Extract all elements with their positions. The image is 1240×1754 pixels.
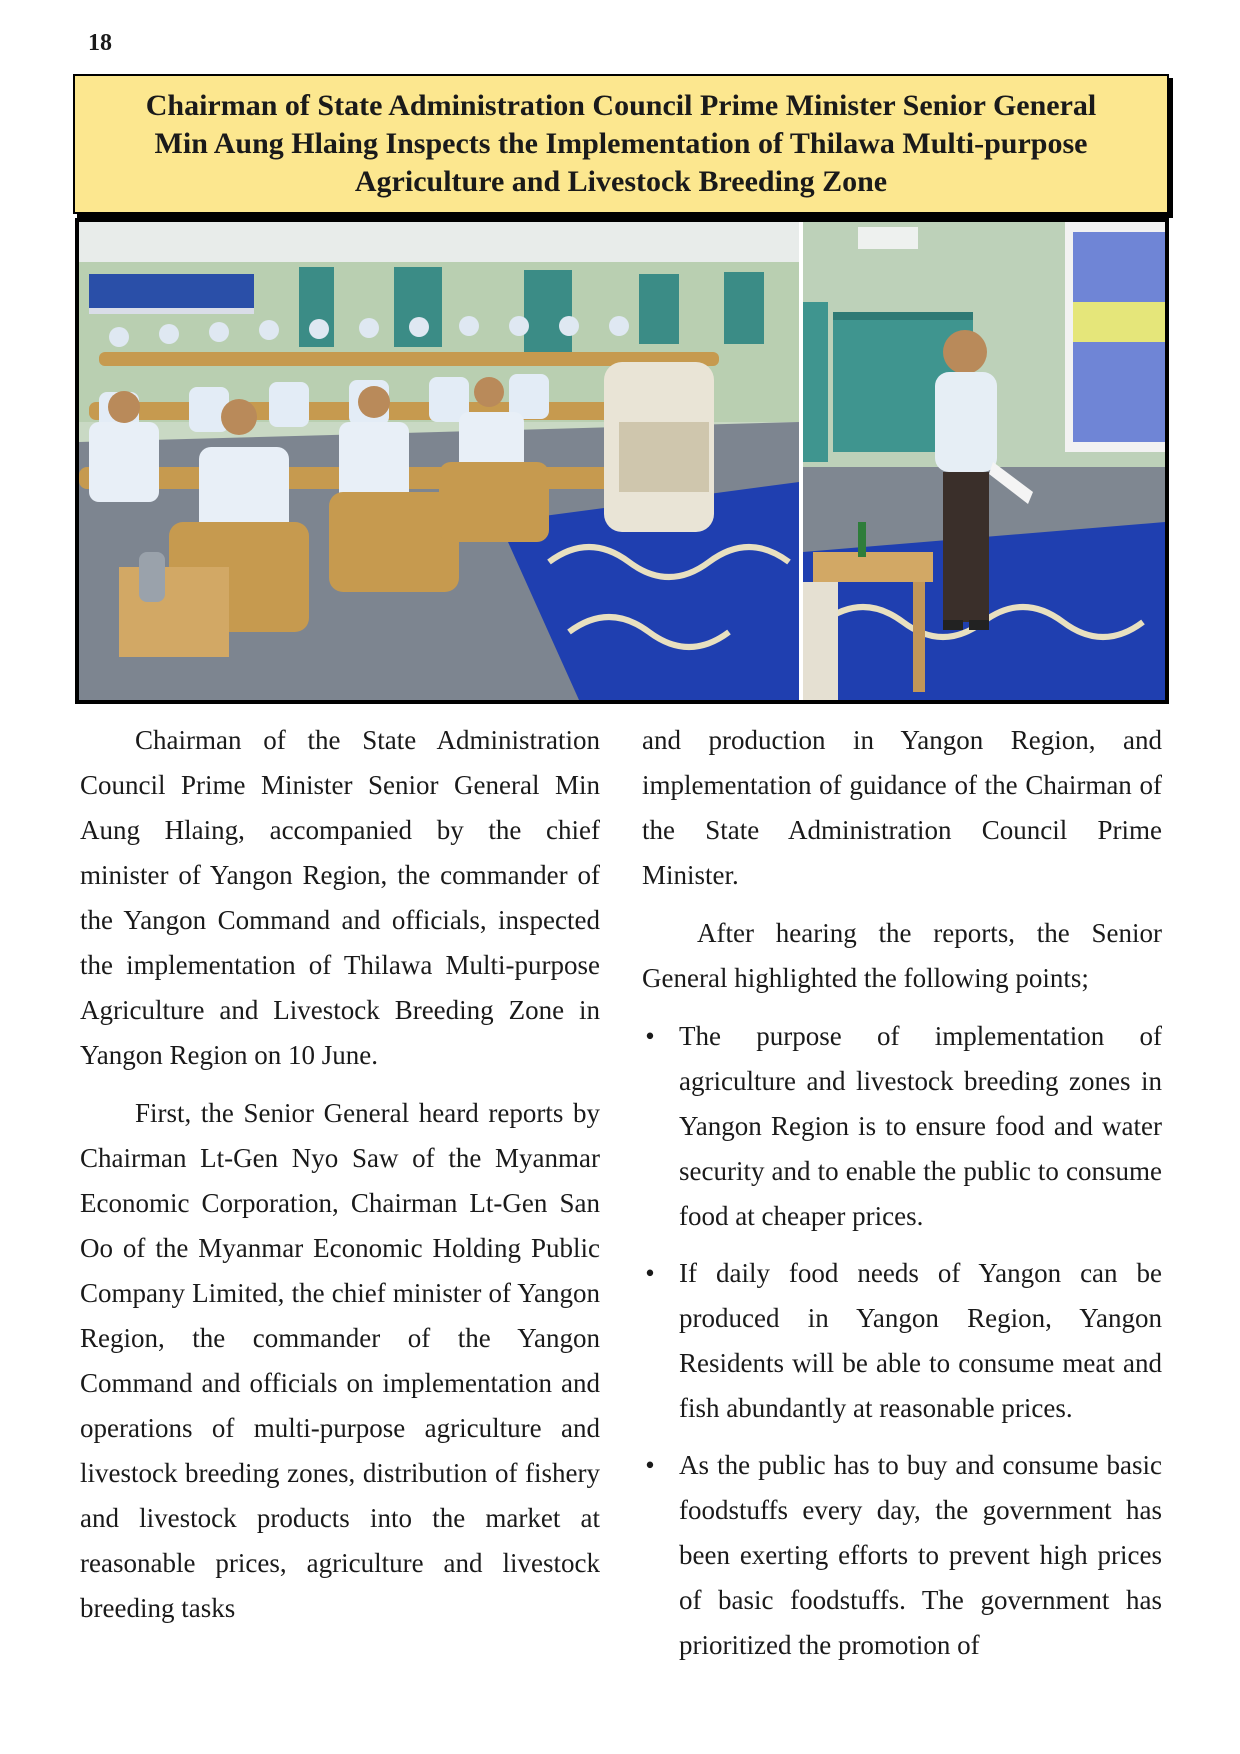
meeting-audience-photo <box>79 222 803 700</box>
title-line-1: Chairman of State Administration Council Prime Minister Senior General <box>145 89 1097 122</box>
list-item-text: If daily food needs of Yangon can be produced in Yangon Region, Yangon Residents will be able to consume meat and fish abundantly at reasonable prices. <box>679 1258 1162 1423</box>
paragraph-reports: First, the Senior General heard reports by Chairman Lt-Gen Nyo Saw of the Myanmar Economic Corporation, Chairman Lt-Gen San Oo of the Myanmar Economic Holding Public Company Limited, the chief minister of Yangon Region, the commander of the Yangon Command and officials on implementation and operations of multi-purpose agriculture and livestock breeding zones, distribution of fishery and livestock products into the market at reasonable prices, agriculture and livestock breeding tasks <box>80 1098 600 1623</box>
bullet-icon: • <box>645 1450 655 1480</box>
list-item <box>642 1251 1162 1431</box>
left-column <box>80 718 600 1644</box>
bullet-icon: • <box>645 1021 655 1051</box>
list-item-text: As the public has to buy and consume basic foodstuffs every day, the government has been exerting efforts to prevent high prices of basic foodstuffs. The government has prioritized the promotion of <box>679 1450 1162 1660</box>
page-number: 18 <box>88 30 112 56</box>
paragraph-points-intro: After hearing the reports, the Senior General highlighted the following points; <box>642 918 1162 993</box>
list-item <box>642 1443 1162 1668</box>
photo-frame <box>75 218 1169 704</box>
speaker-photo <box>803 222 1165 700</box>
bullet-icon: • <box>645 1258 655 1288</box>
title-line-3: Agriculture and Livestock Breeding Zone <box>354 165 888 198</box>
list-item <box>642 1014 1162 1239</box>
article-title <box>73 74 1169 214</box>
list-item-text: The purpose of implementation of agriculture and livestock breeding zones in Yangon Region is to ensure food and water security and to enable the public to consume food at cheaper prices. <box>679 1021 1162 1231</box>
paragraph-intro: Chairman of the State Administration Council Prime Minister Senior General Min Aung Hlaing, accompanied by the chief minister of Yangon Region, the commander of the Yangon Command and officials, inspected the implementation of Thilawa Multi-purpose Agriculture and Livestock Breeding Zone in Yangon Region on 10 June. <box>80 725 600 1070</box>
points-list <box>642 1014 1162 1668</box>
title-line-2: Min Aung Hlaing Inspects the Implementation of Thilawa Multi-purpose <box>154 127 1088 160</box>
paragraph-continuation: and production in Yangon Region, and implementation of guidance of the Chairman of the State Administration Council Prime Minister. <box>642 725 1162 890</box>
right-column <box>642 718 1162 1680</box>
